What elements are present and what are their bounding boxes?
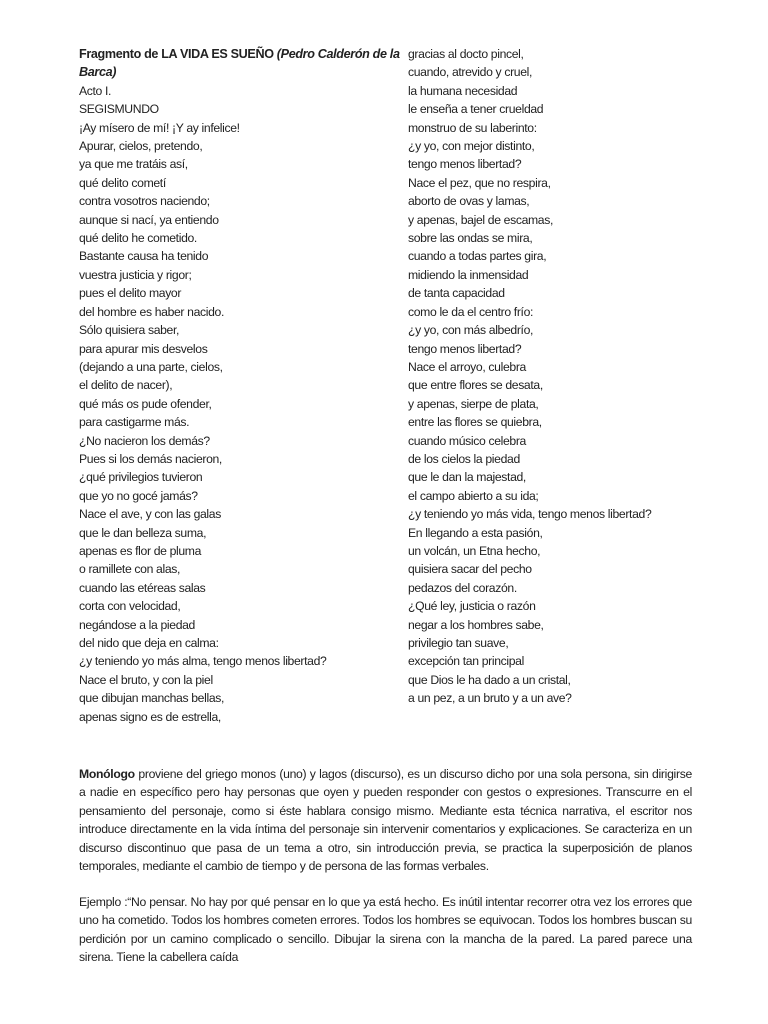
poem-line: un volcán, un Etna hecho, <box>408 543 541 558</box>
poem-line: negar a los hombres sabe, <box>408 617 544 632</box>
poem-line: Pues si los demás nacieron, <box>79 451 222 466</box>
poem-line: pues el delito mayor <box>79 286 182 301</box>
document-title-cont <box>79 63 379 81</box>
poem-line: Bastante causa ha tenido <box>79 249 209 264</box>
poem-line: Apurar, cielos, pretendo, <box>79 139 203 154</box>
poem-line: sobre las ondas se mira, <box>408 231 533 246</box>
poem-line: ¿y yo, con mejor distinto, <box>408 139 535 154</box>
poem-line: que dibujan manchas bellas, <box>79 691 225 706</box>
poem-line: pedazos del corazón. <box>408 580 517 595</box>
poem-line: qué delito he cometido. <box>79 231 197 246</box>
poem-line: Nace el pez, que no respira, <box>408 175 551 190</box>
title-author-cont: Barca) <box>79 65 117 80</box>
monologo-term: Monólogo <box>79 767 135 781</box>
poem-line: Nace el arroyo, culebra <box>408 359 526 374</box>
poem-line: apenas es flor de pluma <box>79 543 202 558</box>
poem-line: ¿No nacieron los demás? <box>79 433 210 448</box>
poem-line: corta con velocidad, <box>79 599 181 614</box>
poem-line: vuestra justicia y rigor; <box>79 267 192 282</box>
poem-line: Nace el ave, y con las galas <box>79 507 221 522</box>
ejemplo-paragraph: Ejemplo :“No pensar. No hay por qué pensar en lo que ya está hecho. Es inútil intentar recorrer otra vez los errores que uno ha cometido. Todos los hombres cometen errores. Todos los hombres se equivocan. Todos los hombres buscan su perdición por un camino complicado o sencillo. Dibujar la sirena con la mancha de la pared. La pared parece una sirena. Tiene la cabellera caída <box>79 895 692 965</box>
poem-line: privilegio tan suave, <box>408 636 509 650</box>
poem-line: midiendo la inmensidad <box>408 267 529 282</box>
poem-line: le enseña a tener crueldad <box>408 102 544 117</box>
poem-line: entre las flores se quiebra, <box>408 415 542 430</box>
poem-line: En llegando a esta pasión, <box>408 525 543 540</box>
poem-line: qué delito cometí <box>79 175 166 190</box>
poem-lines-right <box>408 45 738 708</box>
poem-line: que le dan belleza suma, <box>79 525 207 540</box>
poem-line: cuando músico celebra <box>408 433 526 448</box>
poem-line: y apenas, bajel de escamas, <box>408 212 554 227</box>
poem-line: ¿Qué ley, justicia o razón <box>408 599 536 614</box>
poem-line: negándose a la piedad <box>79 617 195 632</box>
poem-line: quisiera sacar del pecho <box>408 562 532 577</box>
poem-line: qué más os pude ofender, <box>79 396 212 411</box>
poem-line: excepción tan principal <box>408 654 524 669</box>
poem-line: monstruo de su laberinto: <box>408 120 537 135</box>
poem-line: de tanta capacidad <box>408 286 505 301</box>
poem-line: del hombre es haber nacido. <box>79 304 225 319</box>
poem-line: tengo menos libertad? <box>408 157 522 172</box>
poem-line: para apurar mis desvelos <box>79 341 208 356</box>
poem-line: gracias al docto pincel, <box>408 47 524 61</box>
poem-line: a un pez, a un bruto y a un ave? <box>408 691 572 706</box>
poem-line: cuando a todas partes gira, <box>408 249 547 264</box>
poem-line: apenas signo es de estrella, <box>79 709 221 724</box>
poem-right-column <box>408 45 738 708</box>
poem-line: aborto de ovas y lamas, <box>408 194 530 209</box>
poem-line: ¿y yo, con más albedrío, <box>408 323 534 338</box>
poem-line: como le da el centro frío: <box>408 304 534 319</box>
poem-line: la humana necesidad <box>408 83 518 98</box>
poem-line: ¿y teniendo yo más alma, tengo menos libertad? <box>79 654 327 669</box>
poem-line: o ramillete con alas, <box>79 562 181 577</box>
title-main: Fragmento de LA VIDA ES SUEÑO <box>79 47 274 61</box>
poem-line: del nido que deja en calma: <box>79 636 219 650</box>
poem-line: el campo abierto a su ida; <box>408 488 539 503</box>
poem-line: que yo no gocé jamás? <box>79 488 198 503</box>
poem-line: ¿qué privilegios tuvieron <box>79 470 203 485</box>
poem-line: ¿y teniendo yo más vida, tengo menos libertad? <box>408 507 652 522</box>
poem-line: que Dios le ha dado a un cristal, <box>408 672 571 687</box>
poem-line: de los cielos la piedad <box>408 451 520 466</box>
poem-line: para castigarme más. <box>79 415 190 430</box>
poem-line: ya que me tratáis así, <box>79 157 188 172</box>
poem-line: cuando, atrevido y cruel, <box>408 65 533 80</box>
document-title <box>79 45 400 63</box>
monologo-definition: proviene del griego monos (uno) y lagos (discurso), es un discurso dicho por una sola persona, sin dirigirse a nadie en específico pero hay personas que oyen y pueden responder con gestos o expresiones. Transcurre en el pensamiento del personaje, como si éste hablara consigo mismo. Mediante esta técnica narrativa, el escritor nos introduce directamente en la vida íntima del personaje sin intervenir comentarios y explicaciones. Se caracteriza en un discurso discontinuo que pasa de un tema a otro, sin introducción previa, se practica la superposición de planos temporales, mediante el cambio de tiempo y de persona de las formas verbales. <box>79 767 692 874</box>
poem-line: contra vosotros naciendo; <box>79 194 210 209</box>
poem-line: Sólo quisiera saber, <box>79 323 180 338</box>
act-label: Acto I. <box>79 83 112 98</box>
poem-line: aunque si nací, ya entiendo <box>79 212 219 227</box>
poem-line: el delito de nacer), <box>79 378 173 393</box>
poem-line: tengo menos libertad? <box>408 341 522 356</box>
title-author: (Pedro Calderón de la <box>276 47 400 61</box>
poem-line: que entre flores se desata, <box>408 378 543 393</box>
poem-line: cuando las etéreas salas <box>79 580 206 595</box>
poem-line: y apenas, sierpe de plata, <box>408 396 539 411</box>
poem-line: Nace el bruto, y con la piel <box>79 672 213 687</box>
speaker-name: SEGISMUNDO <box>79 102 159 117</box>
poem-line: que le dan la majestad, <box>408 470 526 485</box>
poem-left-column <box>79 45 400 726</box>
monologo-paragraph <box>79 765 692 875</box>
poem-line: (dejando a una parte, cielos, <box>79 359 223 374</box>
poem-line: ¡Ay mísero de mí! ¡Y ay infelice! <box>79 120 240 135</box>
poem-lines-left <box>79 119 379 726</box>
